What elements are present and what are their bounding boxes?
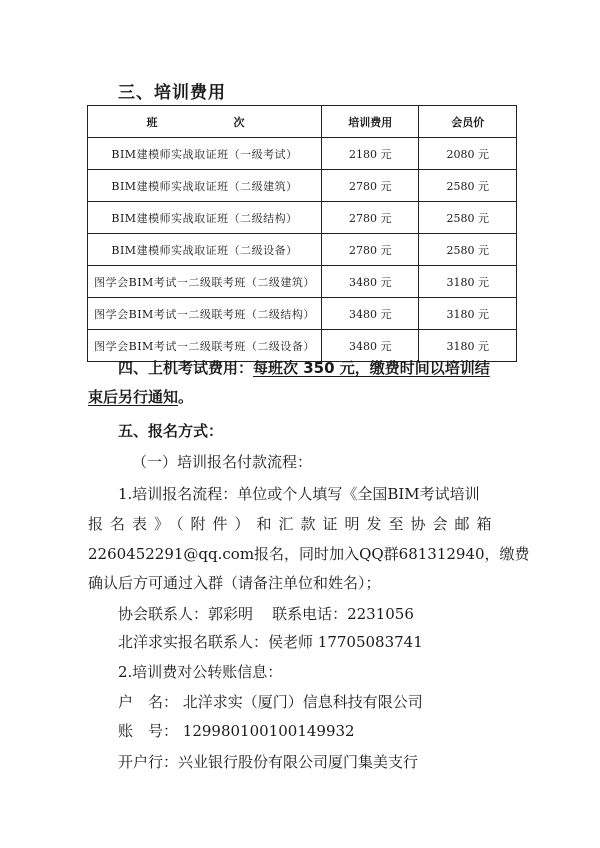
account-name-label: 户 名： bbox=[118, 693, 179, 711]
account-number-row bbox=[118, 720, 355, 741]
member-price-cell: 2580 元 bbox=[419, 234, 517, 266]
section-4-line-1 bbox=[118, 357, 490, 378]
section-4-label: 四、上机考试费用： bbox=[118, 359, 254, 377]
class-name-cell: BIM建模师实战取证班（二级设备） bbox=[88, 234, 322, 266]
member-price-cell: 2080 元 bbox=[419, 138, 517, 170]
class-name-cell: BIM建模师实战取证班（一级考试） bbox=[88, 138, 322, 170]
fee-cell: 2780 元 bbox=[321, 234, 419, 266]
table-row bbox=[88, 170, 517, 202]
header-fee: 培训费用 bbox=[321, 106, 419, 138]
member-price-cell: 3180 元 bbox=[419, 298, 517, 330]
account-number-value: 129980100100149932 bbox=[182, 722, 355, 740]
table-row bbox=[88, 266, 517, 298]
contact-phone: 联系电话：2231056 bbox=[272, 605, 414, 623]
member-price-cell: 2580 元 bbox=[419, 202, 517, 234]
class-name-cell: BIM建模师实战取证班（二级结构） bbox=[88, 202, 322, 234]
fee-cell: 2780 元 bbox=[321, 202, 419, 234]
table-header-row bbox=[88, 106, 517, 138]
bank-label: 开户行： bbox=[118, 753, 179, 771]
fee-table bbox=[87, 105, 517, 362]
account-number-label: 账 号： bbox=[118, 722, 179, 740]
bank-value: 兴业银行股份有限公司厦门集美支行 bbox=[178, 753, 419, 771]
section-3-title: 三、培训费用 bbox=[118, 83, 226, 103]
header-member-price: 会员价 bbox=[419, 106, 517, 138]
member-price-cell: 3180 元 bbox=[419, 330, 517, 362]
table-row bbox=[88, 138, 517, 170]
section-4-text-continued: 束后另行通知 bbox=[88, 388, 179, 406]
fee-cell: 2180 元 bbox=[321, 138, 419, 170]
class-name-cell: 图学会BIM考试一二级联考班（二级建筑） bbox=[88, 266, 322, 298]
member-price-cell: 3180 元 bbox=[419, 266, 517, 298]
member-price-cell: 2580 元 bbox=[419, 170, 517, 202]
class-name-cell: BIM建模师实战取证班（二级建筑） bbox=[88, 170, 322, 202]
account-name-row bbox=[118, 691, 423, 712]
association-contact bbox=[118, 603, 414, 624]
header-class: 班 次 bbox=[88, 106, 322, 138]
item-1-line-2: 报名表》（附件）和汇款证明发至协会邮箱 bbox=[88, 515, 499, 533]
table-row bbox=[88, 202, 517, 234]
fee-cell: 3480 元 bbox=[321, 298, 419, 330]
subsection-1-title: （一）培训报名付款流程： bbox=[132, 453, 313, 471]
item-1-line-3: 2260452291@qq.com报名，同时加入QQ群681312940，缴费 bbox=[88, 545, 530, 563]
fee-cell: 3480 元 bbox=[321, 330, 419, 362]
contact-person: 协会联系人：郭彩明 bbox=[118, 605, 254, 623]
registration-contact: 北洋求实报名联系人：侯老师 17705083741 bbox=[118, 633, 423, 651]
bank-row bbox=[118, 751, 418, 772]
class-name-cell: 图学会BIM考试一二级联考班（二级结构） bbox=[88, 298, 322, 330]
table-row bbox=[88, 234, 517, 266]
section-4-text: 每班次 350 元，缴费时间以培训结 bbox=[253, 359, 490, 377]
item-1-line-4: 确认后方可通过入群（请备注单位和姓名）； bbox=[88, 574, 381, 592]
item-1-line-1: 1.培训报名流程：单位或个人填写《全国BIM考试培训 bbox=[118, 485, 480, 503]
item-2-title: 2.培训费对公转账信息： bbox=[118, 663, 283, 681]
section-4-line-2 bbox=[88, 386, 193, 407]
class-name-cell: 图学会BIM考试一二级联考班（二级设备） bbox=[88, 330, 322, 362]
fee-cell: 2780 元 bbox=[321, 170, 419, 202]
section-4-end: 。 bbox=[178, 388, 194, 406]
section-5-title: 五、报名方式： bbox=[118, 422, 224, 440]
table-row bbox=[88, 298, 517, 330]
fee-cell: 3480 元 bbox=[321, 266, 419, 298]
account-name-value: 北洋求实（厦门）信息科技有限公司 bbox=[182, 693, 423, 711]
